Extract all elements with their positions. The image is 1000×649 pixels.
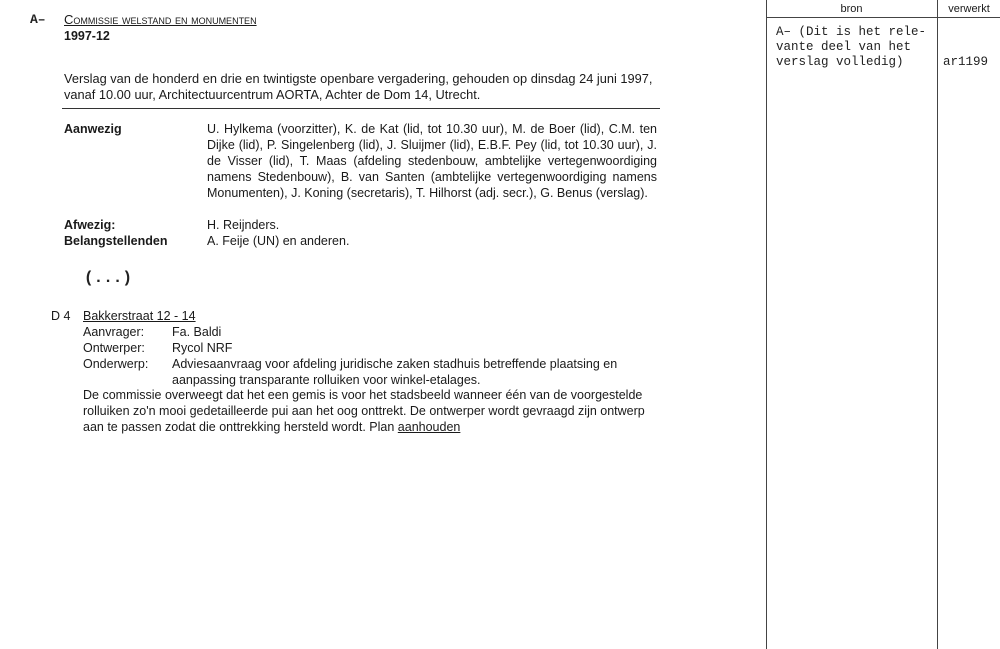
ontwerper-label: Ontwerper: [83, 341, 145, 355]
item-body [83, 387, 648, 435]
intro-paragraph: Verslag van de honderd en drie en twintigste openbare vergadering, gehouden op dinsdag 24 juni 1997, vanaf 10.00 uur, Architectuurcentrum AORTA, Achter de Dom 14, Utrecht. [64, 71, 653, 102]
intro-rule [62, 108, 660, 109]
verwerkt-code: ar1199 [943, 55, 989, 69]
belangstellenden-row [64, 233, 679, 249]
onderwerp-value: Adviesaanvraag voor afdeling juridische zaken stadhuis betreffende plaatsing en aanpassing transparante rolluiken voor winkel-etalages. [172, 357, 618, 387]
ellipsis: (...) [84, 269, 133, 287]
aanwezig-label: Aanwezig [64, 122, 122, 136]
item-code: D 4 [51, 309, 71, 323]
aanwezig-text: U. Hylkema (voorzitter), K. de Kat (lid, tot 10.30 uur), M. de Boer (lid), C.M. ten Dijke (lid), P. Singelenberg (lid), J. Sluijmer (lid), E.B.F. Pey (lid, tot 10.30 uur), J. de Visser (lid), T. Maas (afdeling stedenbouw, ambtelijke vertegenwoordiging namens Stedenbouw), B. van Santen (ambtelijke vertegenwoordiging namens Monumenten), J. Koning (secretaris), T. Hilhorst (adj. secr.), G. Benus (verslag). [207, 122, 657, 200]
afwezig-row [64, 217, 679, 233]
afwezig-text: H. Reijnders. [207, 218, 280, 232]
belangstellenden-label: Belangstellenden [64, 234, 168, 248]
document-number: 1997-12 [64, 29, 110, 43]
belangstellenden-text: A. Feije (UN) en anderen. [207, 234, 350, 248]
margin-marker: A– [30, 12, 46, 27]
header-rule [766, 17, 1000, 18]
aanvrager-label: Aanvrager: [83, 325, 145, 339]
afwezig-label: Afwezig: [64, 218, 116, 232]
document-title: Commissie welstand en monumenten [64, 12, 257, 27]
aanvrager-value: Fa. Baldi [172, 325, 222, 339]
column-divider-left [766, 0, 767, 649]
ontwerper-value: Rycol NRF [172, 341, 233, 355]
onderwerp-label: Onderwerp: [83, 357, 149, 371]
aanwezig-row [64, 121, 679, 217]
item-decision: aanhouden [397, 420, 461, 434]
bron-header: bron [840, 3, 863, 15]
verwerkt-header: verwerkt [948, 3, 990, 15]
item-body-text: De commissie overweegt dat het een gemis is voor het stadsbeeld wanneer één van de voorgestelde rolluiken zo'n mooi gedetailleerde pui aan het oog onttrekt. De ontwerper wordt gevraagd zijn ontwerp aan te passen zodat die onttrekking hersteld wordt. Plan [83, 388, 645, 434]
bron-note: A– (Dit is het rele- vante deel van het verslag volledig) [776, 25, 927, 69]
item-address: Bakkerstraat 12 - 14 [83, 309, 196, 323]
column-divider-right [937, 0, 938, 649]
